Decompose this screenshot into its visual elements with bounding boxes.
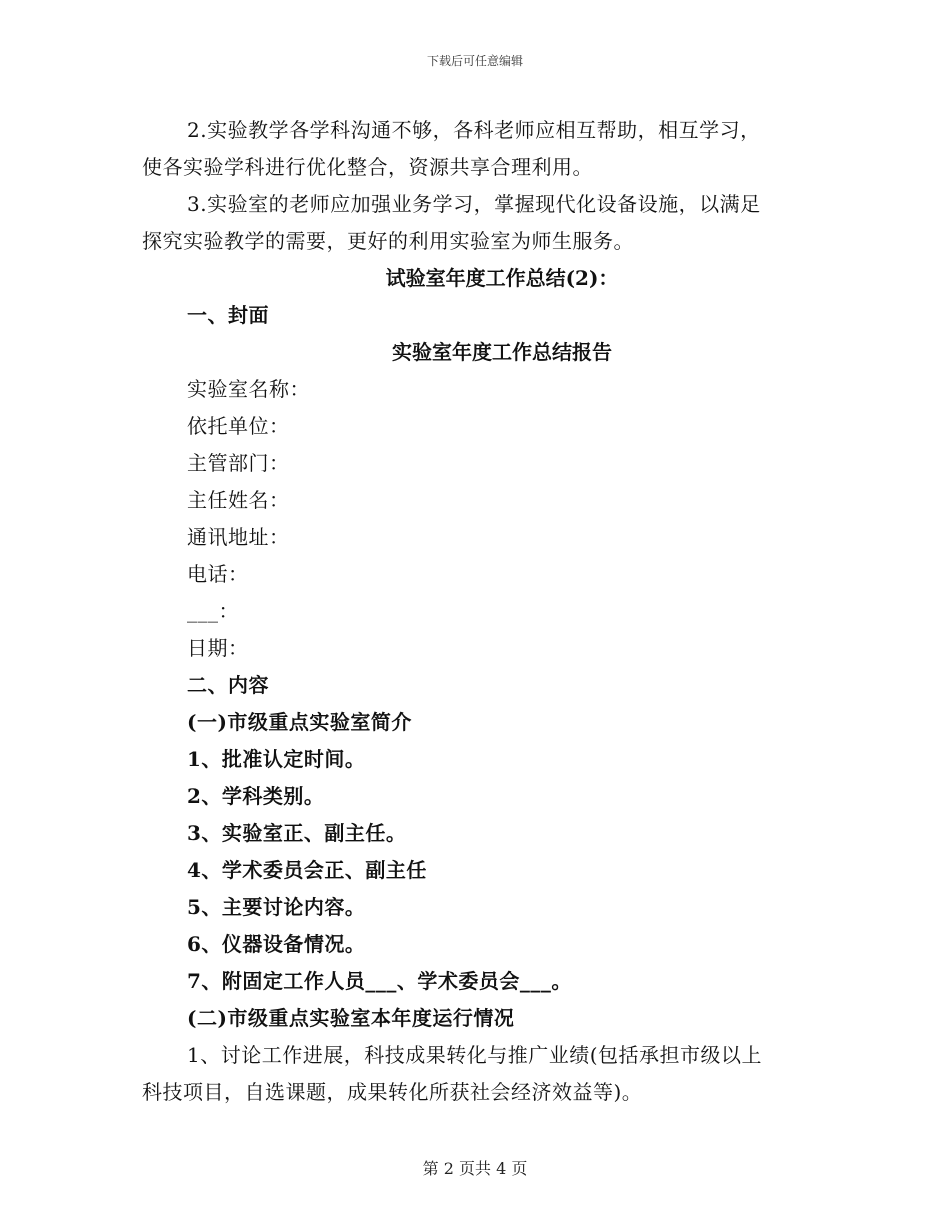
header-note: 下载后可任意编辑	[426, 54, 523, 68]
list-item: 1、批准认定时间。	[187, 747, 366, 771]
list-item: 2、学科类别。	[187, 784, 325, 808]
cover-heading: 一、封面	[187, 303, 269, 327]
list-item: 7、附固定工作人员___、学术委员会___。	[187, 969, 572, 993]
subsection-1-heading: (一)市级重点实验室简介	[187, 710, 412, 734]
paragraph-3-line-2: 探究实验教学的需要，更好的利用实验室为师生服务。	[142, 229, 634, 253]
subsection-2-paragraph-line-2: 科技项目，自选课题，成果转化所获社会经济效益等)。	[142, 1080, 643, 1104]
report-title: 实验室年度工作总结报告	[392, 340, 612, 364]
field-host-unit: 依托单位：	[187, 414, 290, 438]
field-date: 日期：	[187, 636, 249, 660]
list-item: 6、仪器设备情况。	[187, 932, 366, 956]
list-item: 4、学术委员会正、副主任	[187, 858, 427, 882]
subsection-2-heading: (二)市级重点实验室本年度运行情况	[187, 1006, 515, 1030]
paragraph-2-line-1: 2.实验教学各学科沟通不够，各科老师应相互帮助，相互学习，	[187, 118, 761, 142]
list-item: 3、实验室正、副主任。	[187, 821, 407, 845]
list-item: 5、主要讨论内容。	[187, 895, 366, 919]
subsection-2-paragraph-line-1: 1、讨论工作进展，科技成果转化与推广业绩(包括承担市级以上	[187, 1043, 763, 1067]
field-director-name: 主任姓名：	[187, 488, 290, 512]
paragraph-2-line-2: 使各实验学科进行优化整合，资源共享合理利用。	[142, 155, 593, 179]
section-title: 试验室年度工作总结(2)：	[385, 266, 619, 290]
paragraph-3-line-1: 3.实验室的老师应加强业务学习，掌握现代化设备设施，以满足	[187, 192, 761, 216]
field-department: 主管部门：	[187, 451, 290, 475]
field-lab-name: 实验室名称：	[187, 377, 310, 401]
field-blank: ___：	[187, 599, 239, 623]
document-content	[142, 112, 802, 1111]
page-footer: 第 2 页共 4 页	[422, 1159, 528, 1178]
content-heading: 二、内容	[187, 673, 269, 697]
field-phone: 电话：	[187, 562, 249, 586]
field-address: 通讯地址：	[187, 525, 290, 549]
